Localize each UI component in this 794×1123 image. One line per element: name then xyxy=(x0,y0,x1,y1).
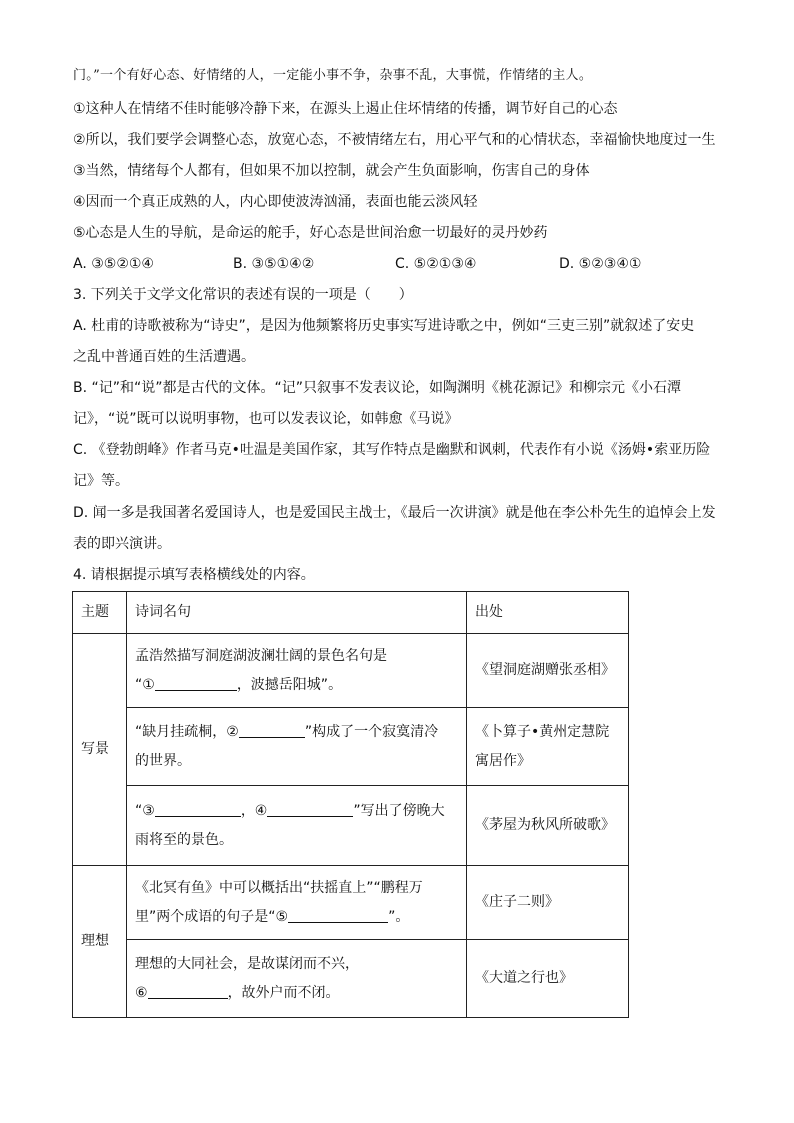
verse-cell xyxy=(127,708,467,786)
theme-ideal: 理想 xyxy=(73,866,127,1018)
verse-cell xyxy=(127,634,467,708)
table-row xyxy=(73,634,629,708)
verse-line: 理想的大同社会，是故谋闭而不兴， xyxy=(135,955,359,972)
table-row xyxy=(73,940,629,1018)
q3-line: 记》等。 xyxy=(73,473,129,489)
source-line: 《卜算子•黄州定慧院 xyxy=(475,723,610,740)
verse-text: ”。 xyxy=(388,908,410,925)
verse-line xyxy=(135,903,458,932)
q2-option-b: B. ③⑤①④② xyxy=(233,256,315,272)
theme-scenery: 写景 xyxy=(73,634,127,866)
verse-text: ”写出了傍晚大 xyxy=(353,802,445,819)
verse-line: 的世界。 xyxy=(135,752,191,769)
source-cell: 《茅屋为秋风所破歌》 xyxy=(467,786,629,866)
q2-item-1: ①这种人在情绪不佳时能够冷静下来，在源头上遏止住坏情绪的传播，调节好自己的心态 xyxy=(73,101,618,117)
verse-text: “③ xyxy=(135,802,155,819)
q4-stem: 4. 请根据提示填写表格横线处的内容。 xyxy=(73,567,315,583)
verse-line: 雨将至的景色。 xyxy=(135,831,233,848)
poetry-table xyxy=(72,591,629,1018)
table-row xyxy=(73,708,629,786)
verse-text: ⑥ xyxy=(135,984,148,1001)
answer-blank-3[interactable] xyxy=(155,800,241,817)
q3-line: 表的即兴演讲。 xyxy=(73,536,171,552)
intro-tail-text: 门。”一个有好心态、好情绪的人，一定能小事不争，杂事不乱，大事慌，作情绪的主人。 xyxy=(73,68,593,83)
verse-line xyxy=(135,979,458,1008)
verse-cell xyxy=(127,940,467,1018)
source-cell: 《大道之行也》 xyxy=(467,940,629,1018)
verse-line: 《北冥有鱼》中可以概括出“扶摇直上”“鹏程万 xyxy=(135,879,423,896)
source-cell: 《望洞庭湖赠张丞相》 xyxy=(467,634,629,708)
answer-blank-5[interactable] xyxy=(288,906,388,923)
header-theme: 主题 xyxy=(73,592,127,634)
source-cell xyxy=(467,708,629,786)
q2-item-3: ③当然，情绪每个人都有，但如果不加以控制，就会产生负面影响，伤害自己的身体 xyxy=(73,163,590,179)
verse-text: ，波撼岳阳城”。 xyxy=(236,676,343,693)
verse-text: ”构成了一个寂寞清冷 xyxy=(304,723,439,740)
q2-option-d: D. ⑤②③④① xyxy=(559,256,642,272)
q3-line: D. 闻一多是我国著名爱国诗人，也是爱国民主战士，《最后一次讲演》就是他在李公朴先生的追悼会上发 xyxy=(73,505,716,521)
q2-option-c: C. ⑤②①③④ xyxy=(395,256,477,272)
table-header-row xyxy=(73,592,629,634)
q2-item-4: ④因而一个真正成熟的人，内心即使波涛汹涌，表面也能云淡风轻 xyxy=(73,194,478,210)
verse-text: “① xyxy=(135,676,155,693)
verse-line xyxy=(135,671,458,700)
answer-blank-1[interactable] xyxy=(155,674,237,691)
verse-line xyxy=(135,797,458,826)
header-source: 出处 xyxy=(467,592,629,634)
table-row xyxy=(73,866,629,940)
verse-line xyxy=(135,718,458,747)
q2-option-a: A. ③⑤②①④ xyxy=(73,256,154,272)
verse-text: 里”两个成语的句子是“⑤ xyxy=(135,908,289,925)
answer-blank-4[interactable] xyxy=(267,800,353,817)
q3-line: C. 《登勃朗峰》作者马克•吐温是美国作家，其写作特点是幽默和讽刺，代表作有小说《汤姆•索亚历险 xyxy=(73,442,711,458)
q2-item-2: ②所以，我们要学会调整心态，放宽心态，不被情绪左右，用心平气和的心情状态，幸福愉快地度过一生 xyxy=(73,132,716,148)
table-row xyxy=(73,786,629,866)
q3-line: A. 杜甫的诗歌被称为“诗史”，是因为他频繁将历史事实写进诗歌之中，例如“三吏三别”就叙述了安史 xyxy=(73,318,695,334)
q3-stem: 3. 下列关于文学文化常识的表述有误的一项是（ ） xyxy=(73,287,413,303)
verse-text: ，故外户而不闭。 xyxy=(227,984,340,1001)
q2-item-5: ⑤心态是人生的导航，是命运的舵手，好心态是世间治愈一切最好的灵丹妙药 xyxy=(73,225,548,241)
answer-blank-2[interactable] xyxy=(239,721,305,738)
answer-blank-6[interactable] xyxy=(148,982,228,999)
header-verse: 诗词名句 xyxy=(127,592,467,634)
verse-line: 孟浩然描写洞庭湖波澜壮阔的景色名句是 xyxy=(135,647,387,664)
verse-cell xyxy=(127,786,467,866)
source-line: 寓居作》 xyxy=(475,752,531,769)
verse-text: “缺月挂疏桐，② xyxy=(135,723,239,740)
verse-cell xyxy=(127,866,467,940)
q3-line: 记》，“说”既可以说明事物，也可以发表议论，如韩愈《马说》 xyxy=(73,411,459,427)
source-cell: 《庄子二则》 xyxy=(467,866,629,940)
verse-text: ，④ xyxy=(240,802,268,819)
q3-line: 之乱中普通百姓的生活遭遇。 xyxy=(73,349,255,365)
q3-line: B. “记”和“说”都是古代的文体。“记”只叙事不发表议论，如陶渊明《桃花源记》和柳宗元《小石潭 xyxy=(73,380,682,396)
